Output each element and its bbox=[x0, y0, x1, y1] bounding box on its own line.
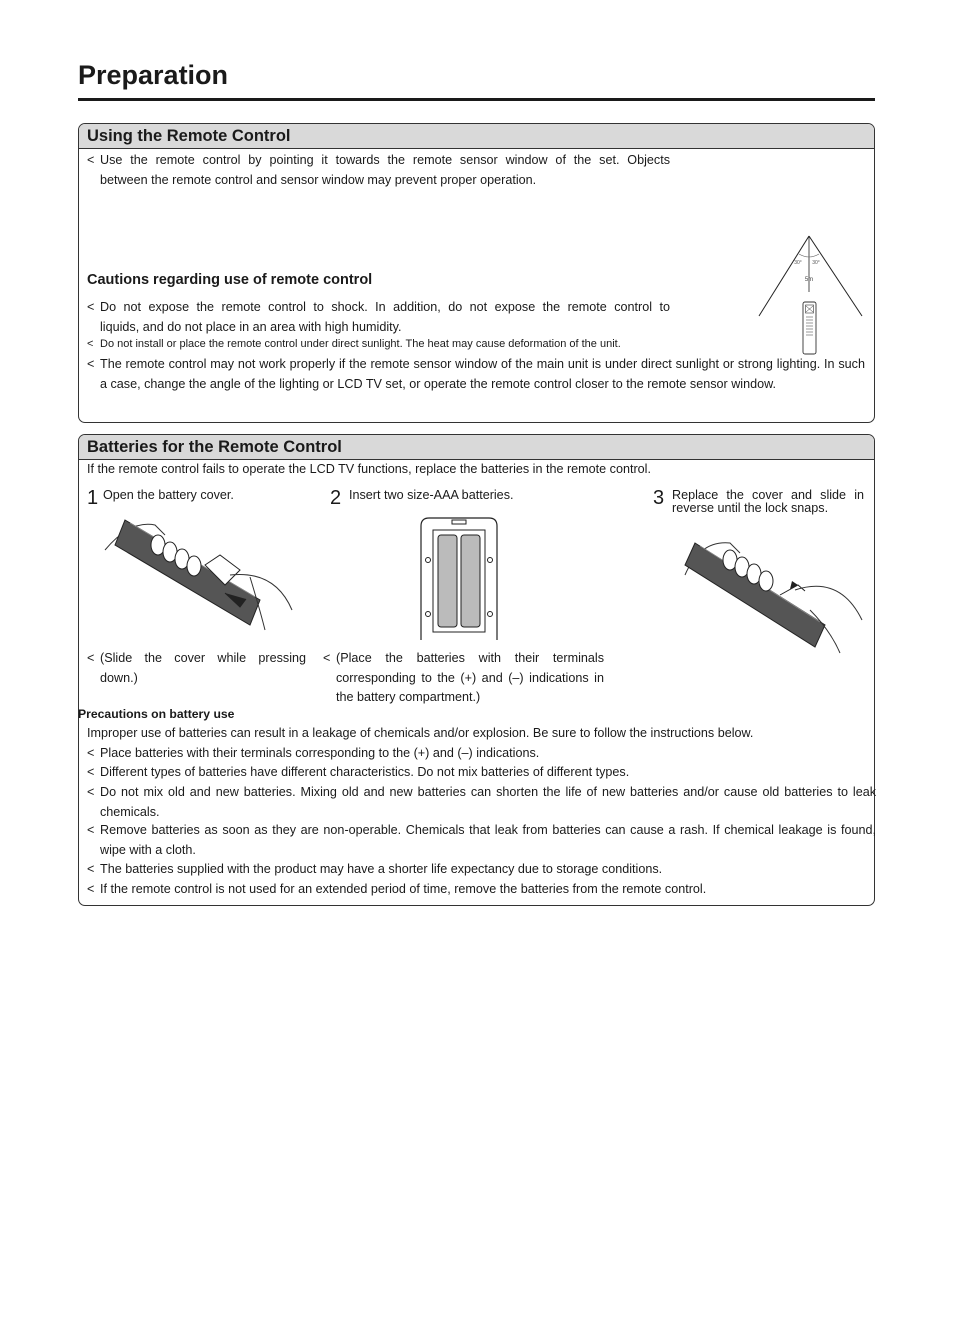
intro-bullet bbox=[87, 151, 670, 190]
precaution-3 bbox=[87, 783, 876, 822]
precaution-4-text: Remove batteries as soon as they are non-operable. Chemicals that leak from batteries can cause a rash. If chemical leakage is found, wipe with a cloth. bbox=[100, 823, 876, 857]
step-2-note bbox=[323, 649, 604, 708]
precaution-2 bbox=[87, 763, 876, 783]
step-1-text: Open the battery cover. bbox=[103, 488, 234, 502]
precaution-5-text: The batteries supplied with the product may have a shorter life expectancy due to storage conditions. bbox=[100, 862, 663, 876]
caution-1-line-1: Do not expose the remote control to shock. In addition, do not expose the remote control to bbox=[100, 300, 670, 314]
section-heading: Using the Remote Control bbox=[79, 124, 874, 149]
caution-bullet-2 bbox=[87, 336, 740, 352]
precaution-6 bbox=[87, 880, 876, 900]
step-2-text: Insert two size-AAA batteries. bbox=[349, 488, 514, 502]
step-1-number: 1 bbox=[87, 487, 99, 509]
step-1-note bbox=[87, 649, 306, 688]
angle-left-label: 30° bbox=[794, 260, 802, 266]
precaution-3-text: Do not mix old and new batteries. Mixing old and new batteries can shorten the life of new batteries and/or cause old batteries to leak chemicals. bbox=[100, 785, 876, 819]
precaution-1 bbox=[87, 744, 876, 764]
title-rule bbox=[78, 98, 875, 101]
bullet-marker: < bbox=[323, 651, 331, 665]
bullet-marker: < bbox=[87, 338, 94, 350]
precautions-heading: Precautions on battery use bbox=[78, 707, 235, 721]
open-cover-illustration bbox=[100, 515, 300, 635]
precautions-intro: Improper use of batteries can result in a leakage of chemicals and/or explosion. Be sure to follow the instructions below. bbox=[87, 726, 754, 740]
battery-compartment-illustration bbox=[419, 516, 499, 640]
precaution-1-text: Place batteries with their terminals corresponding to the (+) and (–) indications. bbox=[100, 746, 540, 760]
section-heading: Batteries for the Remote Control bbox=[79, 435, 874, 460]
caution-bullet-3 bbox=[87, 355, 865, 394]
caution-1-line-2: liquids, and do not place in an area with high humidity. bbox=[100, 319, 402, 334]
step-3-text: Replace the cover and slide in reverse until the lock snaps. bbox=[672, 488, 864, 515]
intro-line-2: between the remote control and sensor window may prevent proper operation. bbox=[100, 172, 537, 187]
close-cover-illustration bbox=[680, 535, 870, 655]
bullet-marker: < bbox=[87, 823, 95, 837]
step-2-note-text: (Place the batteries with their terminals corresponding to the (+) and (–) indications in the battery compartment.) bbox=[336, 651, 604, 704]
precaution-2-text: Different types of batteries have different characteristics. Do not mix batteries of different types. bbox=[100, 765, 630, 779]
caution-bullet-1 bbox=[87, 298, 670, 337]
precaution-6-text: If the remote control is not used for an extended period of time, remove the batteries from the remote control. bbox=[100, 882, 707, 896]
bullet-marker: < bbox=[87, 300, 95, 314]
cautions-heading: Cautions regarding use of remote control bbox=[87, 272, 373, 288]
precaution-5 bbox=[87, 860, 876, 880]
bullet-marker: < bbox=[87, 862, 95, 876]
bullet-marker: < bbox=[87, 765, 95, 779]
step-1-note-text: (Slide the cover while pressing down.) bbox=[100, 651, 306, 685]
remote-range-diagram bbox=[752, 230, 870, 360]
step-2-number: 2 bbox=[330, 487, 342, 509]
distance-label: 5m bbox=[804, 277, 814, 283]
caution-2-text: Do not install or place the remote control under direct sunlight. The heat may cause deformation of the unit. bbox=[100, 338, 621, 350]
bullet-marker: < bbox=[87, 153, 95, 167]
angle-right-label: 30° bbox=[812, 260, 820, 266]
bullet-marker: < bbox=[87, 882, 95, 896]
step-3-number: 3 bbox=[653, 487, 665, 509]
battery-intro: If the remote control fails to operate the LCD TV functions, replace the batteries in the remote control. bbox=[87, 462, 651, 476]
bullet-marker: < bbox=[87, 746, 95, 760]
precaution-4 bbox=[87, 821, 876, 860]
bullet-marker: < bbox=[87, 651, 95, 665]
intro-line-1: Use the remote control by pointing it towards the remote sensor window of the set. Objects bbox=[100, 153, 670, 167]
caution-3-text: The remote control may not work properly if the remote sensor window of the main unit is under direct sunlight or strong lighting. In such a case, change the angle of the lighting or LCD TV set, or operate the remote control closer to the remote sensor window. bbox=[100, 357, 865, 391]
bullet-marker: < bbox=[87, 785, 95, 799]
bullet-marker: < bbox=[87, 357, 95, 371]
page-title: Preparation bbox=[78, 60, 229, 90]
